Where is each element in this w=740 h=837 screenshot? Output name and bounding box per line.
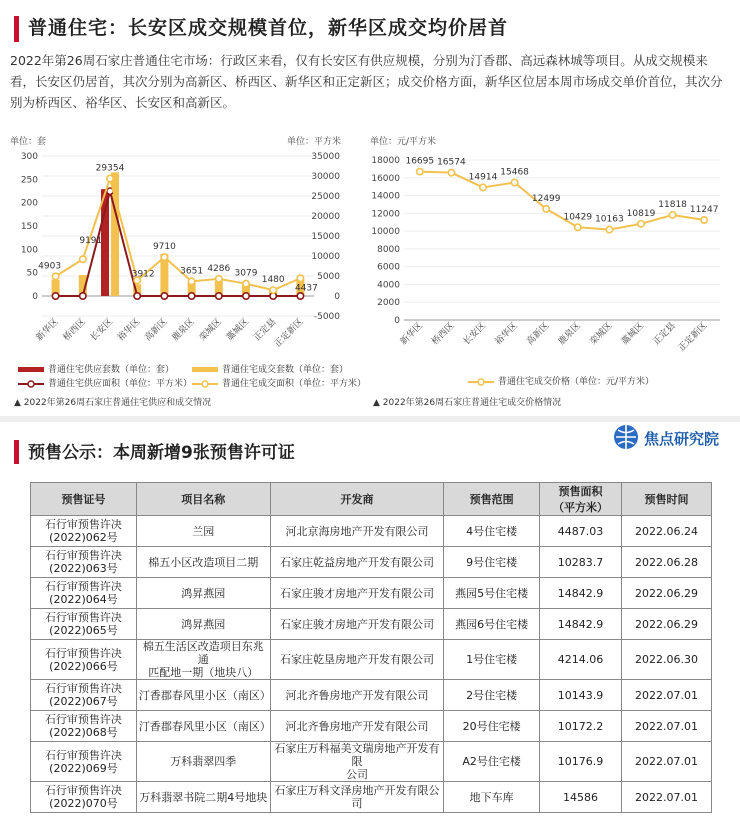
- table-cell: 万科翡翠四季: [136, 742, 270, 782]
- x-tick-label: 裕华区: [116, 317, 143, 344]
- table-cell: 石家庄乾垦房地产开发有限公司: [270, 640, 444, 680]
- table-header-row: [31, 483, 712, 516]
- legend-deal-units: [192, 362, 348, 375]
- x-tick-label: 正定新区: [676, 321, 710, 354]
- point-price: [575, 224, 581, 230]
- column-header: 开发商: [270, 483, 444, 516]
- x-tick-label: 裕华区: [493, 321, 520, 348]
- x-tick-label: 藁城区: [224, 317, 252, 344]
- point-deal-area: [216, 276, 222, 282]
- legend-price-label: 普通住宅成交价格（单位：元/平方米）: [498, 377, 655, 387]
- y-tick-label: 0: [394, 316, 400, 326]
- y-right-tick-label: 10000: [311, 252, 340, 262]
- table-cell: 万科翡翠书院二期4号地块: [136, 782, 270, 813]
- data-label-deal-area: 9191: [79, 236, 103, 247]
- point-deal-area: [107, 175, 113, 181]
- table-cell: 石家庄乾益房地产开发有限公司: [270, 547, 444, 578]
- table-cell: 汀香郡春风里小区（南区）: [136, 711, 270, 742]
- y-right-tick-label: -5000: [313, 312, 340, 322]
- y-right-tick-label: 35000: [311, 152, 340, 162]
- right-chart-legend: [468, 374, 708, 388]
- point-deal-area: [52, 273, 58, 279]
- table-cell: 4487.03: [540, 516, 622, 547]
- table-cell: 2022.07.01: [622, 711, 712, 742]
- point-supply-area: [297, 293, 303, 299]
- table-cell: 石家庄骏才房地产开发有限公司: [270, 609, 444, 640]
- right-chart-unit: 单位：元/平方米: [370, 137, 437, 147]
- brand-logo: [612, 424, 736, 450]
- table-cell: 10176.9: [540, 742, 622, 782]
- table-cell: 10143.9: [540, 680, 622, 711]
- table-cell: 河北京海房地产开发有限公司: [270, 516, 444, 547]
- x-tick-label: 新华区: [34, 317, 61, 344]
- column-header: 预售范围: [444, 483, 540, 516]
- table-cell: 14842.9: [540, 578, 622, 609]
- table-row: [31, 711, 712, 742]
- column-header: 预售证号: [31, 483, 137, 516]
- data-label-price: 10163: [595, 214, 624, 225]
- table-row: [31, 782, 712, 813]
- page-title: 普通住宅：长安区成交规模首位，新华区成交均价居首: [28, 17, 509, 39]
- table-cell: 石行审预售许决 (2022)067号: [31, 680, 137, 711]
- point-supply-area: [243, 293, 249, 299]
- y-tick-label: 10000: [371, 227, 400, 238]
- legend-supply-units: [18, 362, 174, 375]
- table-cell: 2022.06.29: [622, 578, 712, 609]
- data-label-price: 16574: [437, 157, 466, 168]
- point-supply-area: [216, 293, 222, 299]
- y-left-tick-label: 200: [20, 198, 38, 209]
- y-left-tick-label: 250: [20, 175, 38, 186]
- point-deal-area: [188, 278, 194, 284]
- data-label-price: 10429: [563, 212, 593, 223]
- table-cell: 兰园: [136, 516, 270, 547]
- table-cell: 14842.9: [540, 609, 622, 640]
- table-cell: 燕园6号住宅楼: [444, 609, 540, 640]
- table-cell: 燕园5号住宅楼: [444, 578, 540, 609]
- point-price: [448, 169, 454, 175]
- column-header: 预售时间: [622, 483, 712, 516]
- table-cell: 1号住宅楼: [444, 640, 540, 680]
- legend-supply-area-label: 普通住宅供应面积（单位：平方米）: [48, 379, 193, 389]
- table-row: [31, 680, 712, 711]
- table-cell: 石行审预售许决 (2022)063号: [31, 547, 137, 578]
- data-label-deal-area: 3912: [131, 269, 155, 280]
- point-price: [511, 179, 517, 185]
- table-cell: 石行审预售许决 (2022)070号: [31, 782, 137, 813]
- line-deal-area: [56, 179, 301, 290]
- point-price: [480, 184, 486, 190]
- x-tick-label: 高新区: [525, 321, 552, 348]
- table-cell: 鸿昇燕园: [136, 578, 270, 609]
- globe-logo-icon: [612, 424, 640, 450]
- data-label-deal-area: 4437: [294, 283, 318, 294]
- table-cell: 河北齐鲁房地产开发有限公司: [270, 680, 444, 711]
- y-tick-label: 8000: [377, 244, 400, 255]
- point-price: [606, 226, 612, 232]
- y-tick-label: 12000: [371, 209, 400, 220]
- table-cell: 4214.06: [540, 640, 622, 680]
- point-price: [669, 212, 675, 218]
- table-cell: 地下车库: [444, 782, 540, 813]
- table-cell: 河北齐鲁房地产开发有限公司: [270, 711, 444, 742]
- left-chart-unit-right: 单位：平方米: [286, 137, 342, 147]
- data-label-price: 11247: [689, 205, 719, 216]
- table-cell: 9号住宅楼: [444, 547, 540, 578]
- presale-title: 预售公示：本周新增9张预售许可证: [28, 443, 295, 463]
- y-right-tick-label: 20000: [311, 212, 340, 222]
- table-cell: 10283.7: [540, 547, 622, 578]
- table-cell: 棉五生活区改造项目东兆通 匹配地一期（地块八）: [136, 640, 270, 680]
- legend-deal-area-label: 普通住宅成交面积（单位：平方米）: [222, 379, 367, 389]
- x-tick-label: 正定县: [651, 321, 678, 348]
- table-cell: 2号住宅楼: [444, 680, 540, 711]
- table-cell: 2022.07.01: [622, 742, 712, 782]
- point-price: [543, 206, 549, 212]
- y-tick-label: 2000: [377, 298, 400, 309]
- table-row: [31, 516, 712, 547]
- x-tick-label: 栾城区: [588, 321, 615, 348]
- table-cell: 2022.06.30: [622, 640, 712, 680]
- x-tick-label: 藁城区: [619, 321, 647, 348]
- point-price: [701, 217, 707, 223]
- table-cell: 棉五小区改造项目二期: [136, 547, 270, 578]
- section-accent-bar: [14, 440, 19, 464]
- data-label-price: 14914: [468, 172, 498, 183]
- table-row: [31, 547, 712, 578]
- y-left-tick-label: 0: [32, 292, 38, 302]
- point-price: [417, 168, 423, 174]
- point-supply-area: [188, 293, 194, 299]
- x-tick-label: 正定新区: [272, 317, 306, 350]
- y-tick-label: 6000: [377, 262, 400, 273]
- table-cell: A2号住宅楼: [444, 742, 540, 782]
- y-tick-label: 14000: [371, 191, 400, 202]
- table-row: [31, 609, 712, 640]
- data-label-deal-area: 29354: [95, 163, 125, 174]
- y-right-tick-label: 30000: [311, 172, 340, 182]
- table-cell: 石行审预售许决 (2022)064号: [31, 578, 137, 609]
- table-cell: 石家庄万科文泽房地产开发有限公司: [270, 782, 444, 813]
- data-label-price: 12499: [531, 193, 561, 204]
- y-left-tick-label: 50: [26, 268, 38, 279]
- x-tick-label: 鹿泉区: [170, 317, 197, 344]
- table-cell: 汀香郡春风里小区（南区）: [136, 680, 270, 711]
- point-deal-area: [270, 287, 276, 293]
- y-right-tick-label: 15000: [311, 232, 340, 242]
- point-deal-area: [161, 254, 167, 260]
- data-label-deal-area: 3079: [234, 268, 258, 279]
- table-cell: 4号住宅楼: [444, 516, 540, 547]
- data-label-deal-area: 3651: [180, 266, 204, 277]
- y-tick-label: 18000: [371, 156, 400, 166]
- point-supply-area: [80, 293, 86, 299]
- table-cell: 石行审预售许决 (2022)062号: [31, 516, 137, 547]
- table-cell: 石家庄骏才房地产开发有限公司: [270, 578, 444, 609]
- left-chart-caption: ▲ 2022年第26周石家庄普通住宅供应和成交情况: [14, 398, 212, 408]
- x-tick-label: 桥西区: [61, 317, 88, 344]
- legend-supply-units-label: 普通住宅供应套数（单位：套）: [48, 365, 175, 375]
- table-cell: 2022.07.01: [622, 680, 712, 711]
- data-label-price: 15468: [500, 167, 529, 178]
- y-tick-label: 4000: [377, 280, 400, 291]
- table-cell: 鸿昇燕园: [136, 609, 270, 640]
- section-divider: [0, 416, 740, 422]
- table-row: [31, 742, 712, 782]
- table-cell: 石行审预售许决 (2022)066号: [31, 640, 137, 680]
- table-cell: 2022.07.01: [622, 782, 712, 813]
- column-header: 项目名称: [136, 483, 270, 516]
- y-right-tick-label: 5000: [317, 272, 340, 282]
- table-cell: 石行审预售许决 (2022)069号: [31, 742, 137, 782]
- right-chart-caption: ▲ 2022年第26周石家庄普通住宅成交价格情况: [373, 398, 562, 408]
- table-cell: 2022.06.24: [622, 516, 712, 547]
- table-row: [31, 640, 712, 680]
- point-supply-area: [161, 293, 167, 299]
- point-deal-area: [243, 280, 249, 286]
- legend-deal-units-label: 普通住宅成交套数（单位：套）: [222, 365, 349, 375]
- y-right-tick-label: 25000: [311, 192, 340, 202]
- table-cell: 2022.06.28: [622, 547, 712, 578]
- point-price: [638, 221, 644, 227]
- point-supply-area: [52, 293, 58, 299]
- column-header: 预售面积 （平方米）: [540, 483, 622, 516]
- table-cell: 2022.06.29: [622, 609, 712, 640]
- point-deal-area: [297, 275, 303, 281]
- legend-price: [468, 374, 654, 387]
- y-left-tick-label: 300: [20, 152, 38, 162]
- x-tick-label: 高新区: [143, 317, 170, 344]
- data-label-price: 16695: [405, 156, 435, 167]
- table-cell: 14586: [540, 782, 622, 813]
- x-tick-label: 正定县: [252, 317, 279, 344]
- price-chart: [368, 132, 734, 377]
- left-chart-legend: [18, 362, 367, 396]
- data-label-deal-area: 9710: [152, 242, 176, 253]
- table-cell: 石行审预售许决 (2022)068号: [31, 711, 137, 742]
- left-chart-unit-left: 单位：套: [10, 137, 47, 147]
- y-tick-label: 16000: [371, 173, 400, 184]
- point-supply-area: [134, 293, 140, 299]
- presale-table: [30, 482, 712, 813]
- data-label-deal-area: 1480: [261, 275, 285, 286]
- x-tick-label: 鹿泉区: [556, 321, 583, 348]
- x-tick-label: 长安区: [88, 317, 116, 344]
- title-accent-bar: [14, 16, 19, 42]
- data-label-deal-area: 4903: [38, 261, 62, 272]
- x-tick-label: 长安区: [461, 321, 489, 348]
- x-tick-label: 栾城区: [197, 317, 224, 344]
- x-tick-label: 新华区: [398, 321, 425, 348]
- table-cell: 石行审预售许决 (2022)065号: [31, 609, 137, 640]
- data-label-price: 10819: [626, 208, 656, 219]
- table-row: [31, 578, 712, 609]
- legend-supply-area: [18, 376, 192, 389]
- table-cell: 20号住宅楼: [444, 711, 540, 742]
- supply-deal-chart: [8, 132, 353, 362]
- x-tick-label: 桥西区: [430, 321, 457, 348]
- data-label-price: 11818: [658, 199, 687, 210]
- intro-paragraph: 2022年第26周石家庄普通住宅市场：行政区来看，仅有长安区有供应规模，分别为汀香郡、高远森林城等项目。从成交规模来看，长安区仍居首，其次分别为高新区、桥西区、新华区和正定新区；成交价格方面，新华区位居本周市场成交单价首位，其次分别为桥西区、裕华区、长安区和高新区。: [10, 53, 723, 110]
- y-left-tick-label: 150: [20, 222, 38, 232]
- logo-text: 焦点研究院: [644, 430, 720, 448]
- table-cell: 10172.2: [540, 711, 622, 742]
- legend-deal-area: [192, 376, 366, 389]
- point-deal-area: [80, 256, 86, 262]
- y-right-tick-label: 0: [334, 292, 340, 302]
- table-cell: 石家庄万科福美文瑞房地产开发有限 公司: [270, 742, 444, 782]
- data-label-deal-area: 4286: [207, 263, 231, 274]
- y-left-tick-label: 100: [20, 245, 38, 256]
